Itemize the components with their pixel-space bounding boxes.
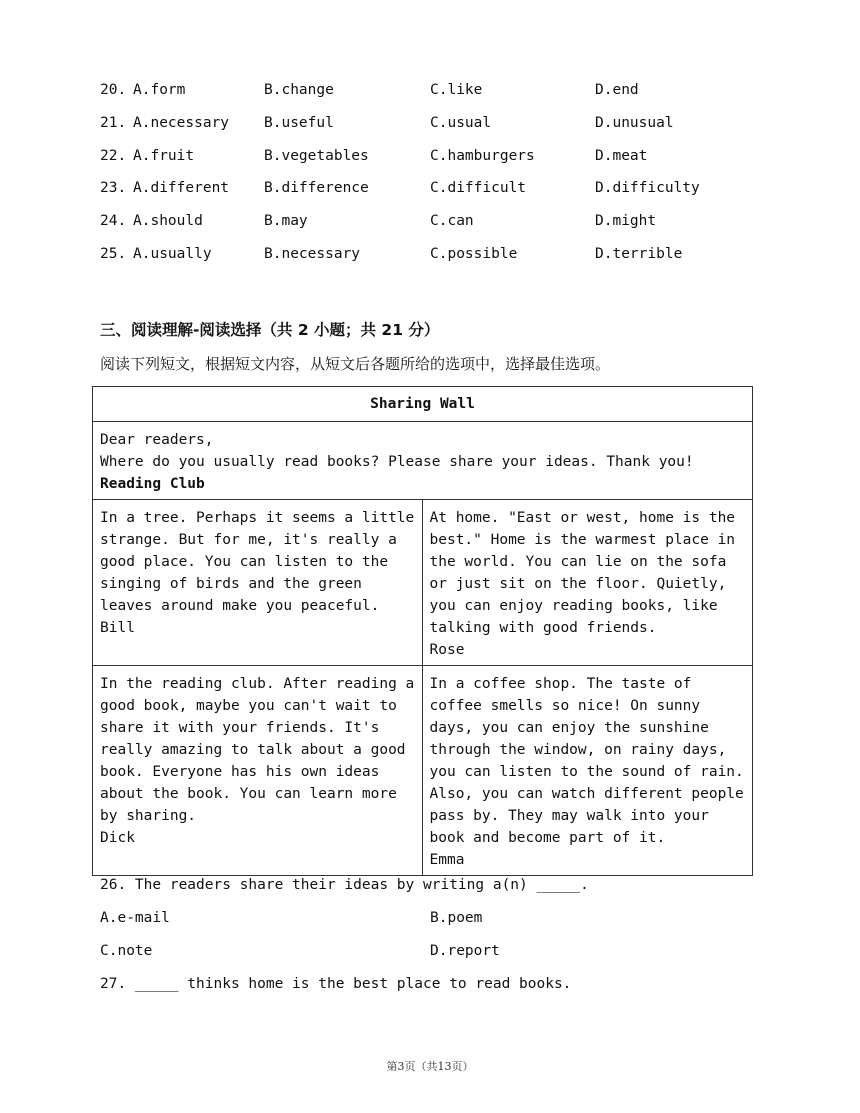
option-a: A.form xyxy=(133,82,186,98)
option-d: D.difficulty xyxy=(595,180,700,196)
post-rose xyxy=(423,500,753,665)
post-text: In a coffee shop. The taste of coffee smells so nice! On sunny days, you can enjoy the sunshine through the window, on rainy days, you can listen to the sound of rain. Also, you can watch different people pass by. They may walk into your book and become part of it. xyxy=(429,676,744,846)
option-row-20 xyxy=(100,82,780,104)
question-number: 22. xyxy=(100,148,127,164)
question-number: 24. xyxy=(100,213,127,229)
option-b: B.difference xyxy=(264,180,369,196)
post-text: In a tree. Perhaps it seems a little strange. But for me, it's really a good place. You can listen to the singing of birds and the green leaves around make you peaceful. xyxy=(100,510,415,614)
post-text: At home. "East or west, home is the best." Home is the warmest place in the world. You can lie on the sofa or just sit on the floor. Quietly, you can enjoy reading books, like talking with good friends. xyxy=(429,510,736,636)
post-emma xyxy=(423,666,753,875)
question-26-option-a: A.e-mail xyxy=(100,910,170,926)
option-c: C.hamburgers xyxy=(430,148,535,164)
option-c: C.possible xyxy=(430,246,518,262)
option-row-21 xyxy=(100,115,780,137)
section-heading: 三、阅读理解-阅读选择（共 2 小题；共 21 分） xyxy=(100,321,440,339)
option-row-25 xyxy=(100,246,780,268)
post-author: Bill xyxy=(100,620,135,636)
table-intro xyxy=(93,422,752,500)
option-b: B.vegetables xyxy=(264,148,369,164)
post-author: Dick xyxy=(100,830,135,846)
intro-signature: Reading Club xyxy=(100,476,205,492)
table-title: Sharing Wall xyxy=(93,387,752,422)
option-d: D.terrible xyxy=(595,246,683,262)
question-number: 25. xyxy=(100,246,127,262)
option-row-22 xyxy=(100,148,780,170)
option-b: B.useful xyxy=(264,115,334,131)
option-c: C.usual xyxy=(430,115,492,131)
question-27-stem: 27. _____ thinks home is the best place to read books. xyxy=(100,976,572,992)
option-b: B.necessary xyxy=(264,246,361,262)
option-a: A.fruit xyxy=(133,148,195,164)
post-author: Rose xyxy=(429,642,465,658)
question-26-option-d: D.report xyxy=(430,943,500,959)
question-26-option-b: B.poem xyxy=(430,910,483,926)
section-instruction: 阅读下列短文，根据短文内容，从短文后各题所给的选项中，选择最佳选项。 xyxy=(100,355,611,373)
option-a: A.different xyxy=(133,180,230,196)
option-d: D.end xyxy=(595,82,639,98)
post-bill xyxy=(93,500,423,665)
table-row xyxy=(93,666,752,875)
option-a: A.necessary xyxy=(133,115,230,131)
option-c: C.difficult xyxy=(430,180,527,196)
question-number: 20. xyxy=(100,82,127,98)
post-text: In the reading club. After reading a good book, maybe you can't wait to share it with your friends. It's really amazing to talk about a good book. Everyone has his own ideas about the book. You can learn more by sharing. xyxy=(100,676,415,824)
intro-greeting: Dear readers, xyxy=(100,432,214,448)
option-c: C.can xyxy=(430,213,474,229)
question-number: 21. xyxy=(100,115,127,131)
question-26-option-c: C.note xyxy=(100,943,153,959)
option-row-24 xyxy=(100,213,780,235)
option-d: D.unusual xyxy=(595,115,674,131)
option-d: D.meat xyxy=(595,148,648,164)
intro-body: Where do you usually read books? Please share your ideas. Thank you! xyxy=(100,454,694,470)
option-a: A.usually xyxy=(133,246,212,262)
page-footer: 第3页（共13页） xyxy=(386,1060,474,1073)
sharing-wall-table xyxy=(92,386,753,876)
option-c: C.like xyxy=(430,82,483,98)
option-b: B.may xyxy=(264,213,308,229)
question-number: 23. xyxy=(100,180,127,196)
option-row-23 xyxy=(100,180,780,202)
option-d: D.might xyxy=(595,213,657,229)
post-dick xyxy=(93,666,423,875)
option-a: A.should xyxy=(133,213,203,229)
option-b: B.change xyxy=(264,82,334,98)
table-row xyxy=(93,500,752,666)
question-26-stem: 26. The readers share their ideas by writing a(n) _____. xyxy=(100,877,589,893)
post-author: Emma xyxy=(429,852,465,868)
